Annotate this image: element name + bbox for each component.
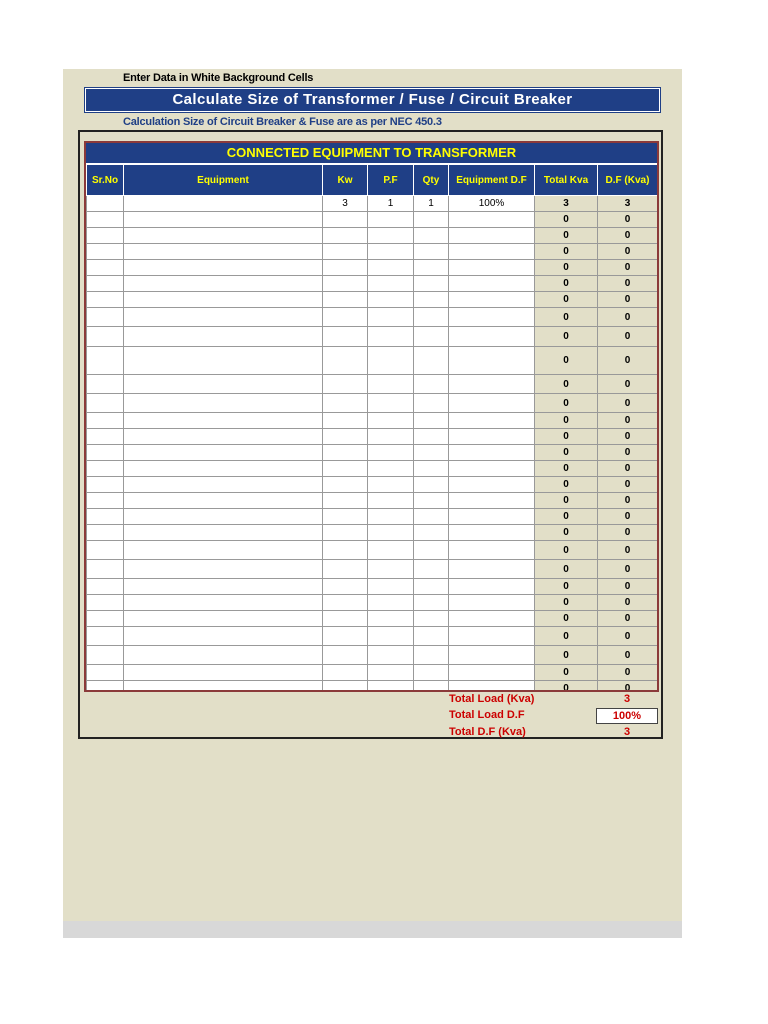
cell-qty[interactable] — [414, 212, 449, 228]
cell-df-kva: 0 — [598, 509, 658, 525]
table-row — [87, 461, 658, 477]
cell-qty[interactable] — [414, 493, 449, 509]
cell-equipment-df[interactable] — [449, 292, 535, 308]
cell-kw[interactable] — [323, 493, 368, 509]
cell-equipment[interactable] — [124, 276, 323, 292]
cell-kw[interactable] — [323, 646, 368, 665]
table-row — [87, 525, 658, 541]
cell-pf[interactable] — [368, 627, 414, 646]
cell-total-kva: 0 — [535, 541, 598, 560]
cell-qty[interactable] — [414, 627, 449, 646]
table-row — [87, 445, 658, 461]
cell-pf[interactable] — [368, 347, 414, 375]
cell-df-kva: 0 — [598, 461, 658, 477]
table-row — [87, 212, 658, 228]
table-row — [87, 228, 658, 244]
cell-equipment[interactable] — [124, 394, 323, 413]
cell-equipment-df[interactable] — [449, 394, 535, 413]
cell-srno[interactable] — [87, 212, 124, 228]
instruction-text: Enter Data in White Background Cells — [123, 72, 314, 84]
total-df-label: Total D.F (Kva) — [449, 726, 526, 738]
cell-qty[interactable] — [414, 595, 449, 611]
cell-equipment-df[interactable] — [449, 228, 535, 244]
table-row — [87, 327, 658, 347]
cell-kw[interactable] — [323, 327, 368, 347]
cell-pf[interactable] — [368, 525, 414, 541]
cell-pf[interactable] — [368, 394, 414, 413]
cell-srno[interactable] — [87, 413, 124, 429]
col-srno: Sr.No — [87, 165, 124, 196]
cell-equipment[interactable] — [124, 560, 323, 579]
cell-qty[interactable] — [414, 292, 449, 308]
cell-total-kva: 0 — [535, 611, 598, 627]
page-title: Calculate Size of Transformer / Fuse / Circuit Breaker — [85, 88, 660, 112]
cell-total-kva: 0 — [535, 276, 598, 292]
cell-total-kva: 0 — [535, 627, 598, 646]
cell-total-kva: 0 — [535, 244, 598, 260]
cell-equipment[interactable] — [124, 627, 323, 646]
cell-srno[interactable] — [87, 276, 124, 292]
cell-equipment-df[interactable] — [449, 327, 535, 347]
cell-total-kva: 0 — [535, 646, 598, 665]
cell-equipment-df[interactable] — [449, 627, 535, 646]
cell-kw[interactable] — [323, 611, 368, 627]
table-row — [87, 413, 658, 429]
cell-kw[interactable] — [323, 276, 368, 292]
cell-equipment-df[interactable] — [449, 276, 535, 292]
cell-equipment[interactable] — [124, 611, 323, 627]
table-row — [87, 493, 658, 509]
total-load-label: Total Load (Kva) — [449, 693, 535, 705]
table-row — [87, 276, 658, 292]
cell-total-kva: 0 — [535, 292, 598, 308]
cell-equipment-df[interactable]: 100% — [449, 196, 535, 212]
cell-df-kva: 0 — [598, 665, 658, 681]
cell-qty[interactable]: 1 — [414, 196, 449, 212]
table-row — [87, 394, 658, 413]
cell-total-kva: 0 — [535, 477, 598, 493]
cell-total-kva: 0 — [535, 327, 598, 347]
cell-pf[interactable] — [368, 292, 414, 308]
cell-equipment[interactable] — [124, 493, 323, 509]
cell-srno[interactable] — [87, 196, 124, 212]
cell-df-kva: 0 — [598, 308, 658, 327]
cell-qty[interactable] — [414, 375, 449, 394]
col-total-kva: Total Kva — [535, 165, 598, 196]
cell-qty[interactable] — [414, 327, 449, 347]
cell-df-kva: 0 — [598, 394, 658, 413]
cell-total-kva: 0 — [535, 493, 598, 509]
cell-kw[interactable] — [323, 413, 368, 429]
cell-equipment[interactable] — [124, 681, 323, 693]
cell-equipment-df[interactable] — [449, 595, 535, 611]
cell-equipment-df[interactable] — [449, 493, 535, 509]
cell-equipment-df[interactable] — [449, 646, 535, 665]
cell-srno[interactable] — [87, 461, 124, 477]
cell-df-kva: 0 — [598, 579, 658, 595]
cell-kw[interactable] — [323, 212, 368, 228]
table-row — [87, 665, 658, 681]
cell-equipment[interactable] — [124, 413, 323, 429]
cell-kw[interactable] — [323, 347, 368, 375]
cell-qty[interactable] — [414, 681, 449, 693]
cell-equipment-df[interactable] — [449, 477, 535, 493]
cell-qty[interactable] — [414, 646, 449, 665]
cell-df-kva: 0 — [598, 228, 658, 244]
cell-equipment-df[interactable] — [449, 509, 535, 525]
cell-equipment-df[interactable] — [449, 260, 535, 276]
cell-srno[interactable] — [87, 595, 124, 611]
cell-kw[interactable] — [323, 375, 368, 394]
cell-qty[interactable] — [414, 394, 449, 413]
table-row — [87, 429, 658, 445]
cell-total-kva: 0 — [535, 375, 598, 394]
cell-pf[interactable]: 1 — [368, 196, 414, 212]
cell-qty[interactable] — [414, 525, 449, 541]
cell-equipment[interactable] — [124, 212, 323, 228]
cell-equipment-df[interactable] — [449, 308, 535, 327]
cell-df-kva: 0 — [598, 611, 658, 627]
cell-equipment-df[interactable] — [449, 347, 535, 375]
cell-srno[interactable] — [87, 646, 124, 665]
cell-df-kva: 0 — [598, 212, 658, 228]
cell-total-kva: 0 — [535, 579, 598, 595]
cell-kw[interactable] — [323, 244, 368, 260]
cell-equipment-df[interactable] — [449, 212, 535, 228]
cell-qty[interactable] — [414, 347, 449, 375]
cell-df-kva: 0 — [598, 413, 658, 429]
cell-pf[interactable] — [368, 477, 414, 493]
cell-qty[interactable] — [414, 308, 449, 327]
table-row — [87, 477, 658, 493]
cell-qty[interactable] — [414, 665, 449, 681]
cell-srno[interactable] — [87, 611, 124, 627]
total-df-value: 3 — [623, 726, 631, 738]
cell-equipment[interactable] — [124, 461, 323, 477]
cell-srno[interactable] — [87, 541, 124, 560]
table-row — [87, 260, 658, 276]
cell-srno[interactable] — [87, 525, 124, 541]
cell-kw[interactable] — [323, 627, 368, 646]
table-row — [87, 308, 658, 327]
cell-qty[interactable] — [414, 461, 449, 477]
cell-df-kva: 0 — [598, 627, 658, 646]
cell-equipment-df[interactable] — [449, 611, 535, 627]
table-row — [87, 347, 658, 375]
cell-equipment-df[interactable] — [449, 681, 535, 693]
cell-srno[interactable] — [87, 509, 124, 525]
cell-kw[interactable] — [323, 681, 368, 693]
cell-srno[interactable] — [87, 493, 124, 509]
cell-df-kva: 0 — [598, 477, 658, 493]
table-row — [87, 196, 658, 212]
cell-equipment[interactable] — [124, 429, 323, 445]
cell-qty[interactable] — [414, 611, 449, 627]
cell-equipment[interactable] — [124, 308, 323, 327]
cell-df-kva: 0 — [598, 525, 658, 541]
cell-pf[interactable] — [368, 493, 414, 509]
cell-equipment-df[interactable] — [449, 244, 535, 260]
cell-qty[interactable] — [414, 228, 449, 244]
cell-srno[interactable] — [87, 681, 124, 693]
cell-kw[interactable] — [323, 477, 368, 493]
table-header-row — [87, 165, 658, 196]
table-row — [87, 627, 658, 646]
cell-srno[interactable] — [87, 477, 124, 493]
cell-pf[interactable] — [368, 665, 414, 681]
cell-kw[interactable] — [323, 429, 368, 445]
col-equipment-df: Equipment D.F — [449, 165, 535, 196]
equipment-table — [86, 164, 658, 692]
cell-qty[interactable] — [414, 541, 449, 560]
cell-srno[interactable] — [87, 394, 124, 413]
col-pf: P.F — [368, 165, 414, 196]
cell-srno[interactable] — [87, 244, 124, 260]
cell-pf[interactable] — [368, 327, 414, 347]
load-df-label: Total Load D.F — [449, 709, 525, 721]
cell-kw[interactable] — [323, 541, 368, 560]
cell-kw[interactable] — [323, 260, 368, 276]
cell-df-kva: 0 — [598, 347, 658, 375]
load-df-value[interactable]: 100% — [596, 708, 658, 724]
cell-pf[interactable] — [368, 560, 414, 579]
cell-total-kva: 0 — [535, 665, 598, 681]
table-row — [87, 681, 658, 693]
cell-equipment[interactable] — [124, 228, 323, 244]
cell-kw[interactable] — [323, 560, 368, 579]
table-row — [87, 509, 658, 525]
cell-kw[interactable] — [323, 579, 368, 595]
cell-qty[interactable] — [414, 477, 449, 493]
cell-qty[interactable] — [414, 260, 449, 276]
cell-pf[interactable] — [368, 461, 414, 477]
cell-srno[interactable] — [87, 327, 124, 347]
cell-kw[interactable]: 3 — [323, 196, 368, 212]
cell-kw[interactable] — [323, 308, 368, 327]
cell-equipment[interactable] — [124, 292, 323, 308]
cell-equipment[interactable] — [124, 477, 323, 493]
cell-srno[interactable] — [87, 347, 124, 375]
nec-note: Calculation Size of Circuit Breaker & Fuse are as per NEC 450.3 — [123, 116, 442, 128]
cell-total-kva: 0 — [535, 394, 598, 413]
table-row — [87, 560, 658, 579]
cell-equipment[interactable] — [124, 525, 323, 541]
cell-pf[interactable] — [368, 579, 414, 595]
cell-total-kva: 0 — [535, 212, 598, 228]
cell-total-kva: 0 — [535, 413, 598, 429]
cell-equipment[interactable] — [124, 347, 323, 375]
cell-total-kva: 0 — [535, 347, 598, 375]
cell-df-kva: 0 — [598, 595, 658, 611]
cell-srno[interactable] — [87, 429, 124, 445]
cell-kw[interactable] — [323, 394, 368, 413]
cell-pf[interactable] — [368, 445, 414, 461]
cell-df-kva: 0 — [598, 681, 658, 693]
cell-kw[interactable] — [323, 228, 368, 244]
col-equipment: Equipment — [124, 165, 323, 196]
cell-pf[interactable] — [368, 260, 414, 276]
cell-srno[interactable] — [87, 228, 124, 244]
table-row — [87, 579, 658, 595]
cell-srno[interactable] — [87, 560, 124, 579]
cell-equipment[interactable] — [124, 375, 323, 394]
cell-equipment[interactable] — [124, 509, 323, 525]
cell-kw[interactable] — [323, 445, 368, 461]
cell-equipment[interactable] — [124, 260, 323, 276]
cell-pf[interactable] — [368, 212, 414, 228]
cell-df-kva: 0 — [598, 560, 658, 579]
cell-pf[interactable] — [368, 681, 414, 693]
cell-total-kva: 0 — [535, 228, 598, 244]
cell-df-kva: 0 — [598, 445, 658, 461]
cell-qty[interactable] — [414, 413, 449, 429]
sheet-footer-strip — [63, 921, 682, 938]
cell-equipment-df[interactable] — [449, 375, 535, 394]
cell-kw[interactable] — [323, 292, 368, 308]
cell-kw[interactable] — [323, 665, 368, 681]
cell-equipment[interactable] — [124, 646, 323, 665]
cell-total-kva: 0 — [535, 595, 598, 611]
cell-total-kva: 0 — [535, 525, 598, 541]
cell-df-kva: 0 — [598, 541, 658, 560]
cell-qty[interactable] — [414, 579, 449, 595]
cell-pf[interactable] — [368, 375, 414, 394]
cell-equipment-df[interactable] — [449, 665, 535, 681]
cell-qty[interactable] — [414, 445, 449, 461]
cell-total-kva: 0 — [535, 429, 598, 445]
cell-df-kva: 0 — [598, 244, 658, 260]
cell-df-kva: 0 — [598, 292, 658, 308]
cell-pf[interactable] — [368, 308, 414, 327]
cell-df-kva: 0 — [598, 375, 658, 394]
cell-total-kva: 0 — [535, 509, 598, 525]
cell-equipment[interactable] — [124, 541, 323, 560]
cell-equipment-df[interactable] — [449, 541, 535, 560]
cell-equipment[interactable] — [124, 327, 323, 347]
cell-qty[interactable] — [414, 244, 449, 260]
cell-equipment-df[interactable] — [449, 525, 535, 541]
equipment-table-container — [84, 141, 659, 692]
col-df-kva: D.F (Kva) — [598, 165, 658, 196]
cell-qty[interactable] — [414, 276, 449, 292]
cell-equipment[interactable] — [124, 579, 323, 595]
cell-equipment[interactable] — [124, 665, 323, 681]
table-row — [87, 611, 658, 627]
cell-pf[interactable] — [368, 646, 414, 665]
cell-srno[interactable] — [87, 445, 124, 461]
cell-equipment[interactable] — [124, 244, 323, 260]
table-row — [87, 646, 658, 665]
cell-srno[interactable] — [87, 627, 124, 646]
cell-df-kva: 0 — [598, 276, 658, 292]
cell-kw[interactable] — [323, 595, 368, 611]
cell-kw[interactable] — [323, 525, 368, 541]
cell-srno[interactable] — [87, 260, 124, 276]
cell-df-kva: 0 — [598, 646, 658, 665]
cell-df-kva: 0 — [598, 327, 658, 347]
table-body — [87, 196, 658, 693]
cell-total-kva: 0 — [535, 445, 598, 461]
cell-pf[interactable] — [368, 276, 414, 292]
cell-equipment-df[interactable] — [449, 445, 535, 461]
cell-equipment-df[interactable] — [449, 429, 535, 445]
table-row — [87, 244, 658, 260]
cell-equipment-df[interactable] — [449, 560, 535, 579]
cell-srno[interactable] — [87, 292, 124, 308]
cell-pf[interactable] — [368, 509, 414, 525]
cell-kw[interactable] — [323, 509, 368, 525]
cell-pf[interactable] — [368, 244, 414, 260]
cell-kw[interactable] — [323, 461, 368, 477]
cell-df-kva: 3 — [598, 196, 658, 212]
cell-equipment-df[interactable] — [449, 461, 535, 477]
cell-total-kva: 0 — [535, 681, 598, 693]
table-row — [87, 375, 658, 394]
cell-df-kva: 0 — [598, 429, 658, 445]
cell-srno[interactable] — [87, 579, 124, 595]
table-row — [87, 292, 658, 308]
cell-srno[interactable] — [87, 308, 124, 327]
col-kw: Kw — [323, 165, 368, 196]
cell-total-kva: 0 — [535, 461, 598, 477]
cell-df-kva: 0 — [598, 493, 658, 509]
cell-equipment[interactable] — [124, 445, 323, 461]
cell-qty[interactable] — [414, 560, 449, 579]
total-load-value: 3 — [623, 693, 631, 705]
cell-qty[interactable] — [414, 429, 449, 445]
table-row — [87, 541, 658, 560]
table-heading: CONNECTED EQUIPMENT TO TRANSFORMER — [86, 143, 657, 164]
cell-df-kva: 0 — [598, 260, 658, 276]
col-qty: Qty — [414, 165, 449, 196]
cell-pf[interactable] — [368, 228, 414, 244]
cell-pf[interactable] — [368, 611, 414, 627]
cell-equipment[interactable] — [124, 595, 323, 611]
cell-srno[interactable] — [87, 375, 124, 394]
cell-equipment-df[interactable] — [449, 413, 535, 429]
cell-total-kva: 0 — [535, 560, 598, 579]
cell-pf[interactable] — [368, 413, 414, 429]
cell-srno[interactable] — [87, 665, 124, 681]
cell-pf[interactable] — [368, 595, 414, 611]
cell-total-kva: 0 — [535, 308, 598, 327]
cell-qty[interactable] — [414, 509, 449, 525]
cell-pf[interactable] — [368, 541, 414, 560]
cell-total-kva: 0 — [535, 260, 598, 276]
cell-equipment-df[interactable] — [449, 579, 535, 595]
cell-total-kva: 3 — [535, 196, 598, 212]
cell-equipment[interactable] — [124, 196, 323, 212]
cell-pf[interactable] — [368, 429, 414, 445]
table-row — [87, 595, 658, 611]
